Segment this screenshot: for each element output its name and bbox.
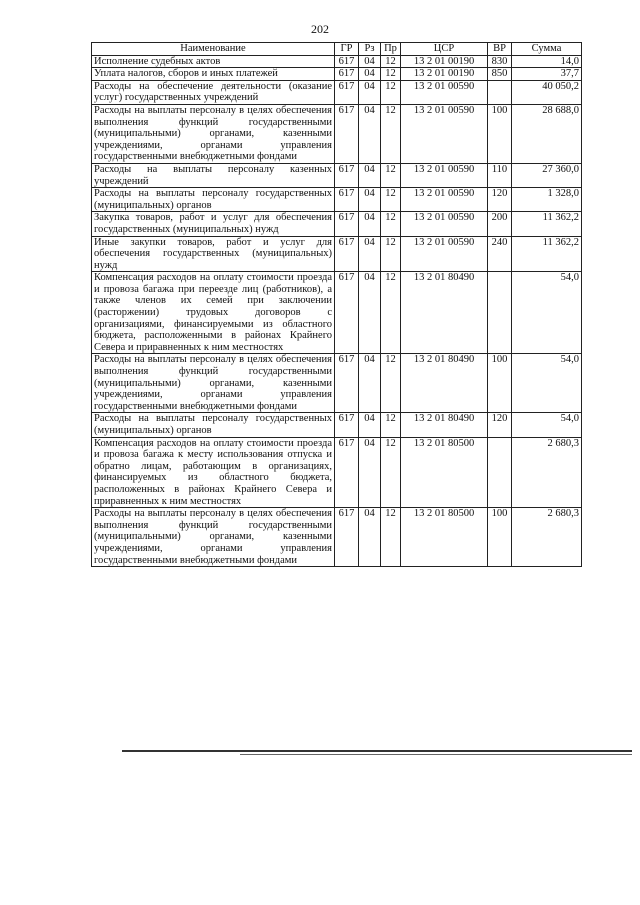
row-name: Компенсация расходов на оплату стоимости проезда и провоза багажа к месту использования отпуска и обратно лицам, работающим в организациях, финансируемых из областного бюджета, расположенных в районах Крайнего Севера и приравненных к ним местностях xyxy=(92,437,335,508)
row-sum: 54,0 xyxy=(512,272,582,354)
row-name: Расходы на выплаты персоналу казенных учреждений xyxy=(92,163,335,187)
row-pr: 12 xyxy=(381,508,401,567)
page-number: 202 xyxy=(311,22,329,36)
row-vr: 100 xyxy=(488,508,512,567)
row-csr: 13 2 01 00590 xyxy=(401,163,488,187)
row-csr: 13 2 01 80490 xyxy=(401,413,488,437)
row-name: Расходы на выплаты персоналу государственных (муниципальных) органов xyxy=(92,413,335,437)
row-csr: 13 2 01 80500 xyxy=(401,508,488,567)
row-gr: 617 xyxy=(335,104,359,163)
row-name: Расходы на выплаты персоналу в целях обеспечения выполнения функций государственными (муниципальными) органами, казенными учреждениями, органами управления государственными внебюджетными фондами xyxy=(92,104,335,163)
row-gr: 617 xyxy=(335,68,359,81)
row-gr: 617 xyxy=(335,354,359,413)
row-pr: 12 xyxy=(381,354,401,413)
row-name: Расходы на обеспечение деятельности (оказание услуг) государственных учреждений xyxy=(92,80,335,104)
table-row xyxy=(92,354,582,413)
row-csr: 13 2 01 80500 xyxy=(401,437,488,508)
row-sum: 2 680,3 xyxy=(512,508,582,567)
table-row xyxy=(92,272,582,354)
row-sum: 11 362,2 xyxy=(512,212,582,236)
row-rz: 04 xyxy=(359,80,381,104)
row-gr: 617 xyxy=(335,413,359,437)
row-sum: 11 362,2 xyxy=(512,236,582,272)
table-row xyxy=(92,508,582,567)
header-vr: ВР xyxy=(488,43,512,56)
row-pr: 12 xyxy=(381,413,401,437)
row-sum: 1 328,0 xyxy=(512,188,582,212)
row-rz: 04 xyxy=(359,212,381,236)
row-rz: 04 xyxy=(359,413,381,437)
row-gr: 617 xyxy=(335,80,359,104)
row-sum: 54,0 xyxy=(512,413,582,437)
row-name: Расходы на выплаты персоналу в целях обеспечения выполнения функций государственными (муниципальными) органами, казенными учреждениями, органами управления государственными внебюджетными фондами xyxy=(92,354,335,413)
row-gr: 617 xyxy=(335,188,359,212)
row-pr: 12 xyxy=(381,212,401,236)
table-row xyxy=(92,68,582,81)
row-csr: 13 2 01 80490 xyxy=(401,354,488,413)
footer-rule-secondary xyxy=(240,754,632,755)
row-pr: 12 xyxy=(381,55,401,68)
header-gr: ГР xyxy=(335,43,359,56)
row-csr: 13 2 01 00590 xyxy=(401,104,488,163)
row-csr: 13 2 01 80490 xyxy=(401,272,488,354)
row-pr: 12 xyxy=(381,80,401,104)
row-gr: 617 xyxy=(335,272,359,354)
row-sum: 40 050,2 xyxy=(512,80,582,104)
row-rz: 04 xyxy=(359,272,381,354)
row-pr: 12 xyxy=(381,272,401,354)
row-pr: 12 xyxy=(381,68,401,81)
row-gr: 617 xyxy=(335,508,359,567)
row-name: Компенсация расходов на оплату стоимости проезда и провоза багажа при переезде лиц (работников), а также членов их семей при заключении (расторжении) трудовых договоров с организациями, финансируемыми из областного бюджета, расположенными в районах Крайнего Севера и приравненных к ним местностях xyxy=(92,272,335,354)
row-sum: 2 680,3 xyxy=(512,437,582,508)
row-pr: 12 xyxy=(381,437,401,508)
row-sum: 28 688,0 xyxy=(512,104,582,163)
row-gr: 617 xyxy=(335,212,359,236)
row-name: Расходы на выплаты персоналу в целях обеспечения выполнения функций государственными (муниципальными) органами, казенными учреждениями, органами управления государственными внебюджетными фондами xyxy=(92,508,335,567)
row-name: Исполнение судебных актов xyxy=(92,55,335,68)
row-csr: 13 2 01 00190 xyxy=(401,55,488,68)
row-vr: 120 xyxy=(488,188,512,212)
row-pr: 12 xyxy=(381,104,401,163)
row-gr: 617 xyxy=(335,55,359,68)
row-name: Уплата налогов, сборов и иных платежей xyxy=(92,68,335,81)
row-rz: 04 xyxy=(359,437,381,508)
row-pr: 12 xyxy=(381,163,401,187)
row-rz: 04 xyxy=(359,104,381,163)
row-name: Закупка товаров, работ и услуг для обеспечения государственных (муниципальных) нужд xyxy=(92,212,335,236)
table-row xyxy=(92,104,582,163)
row-vr: 100 xyxy=(488,354,512,413)
row-vr xyxy=(488,272,512,354)
header-pr: Пр xyxy=(381,43,401,56)
table-row xyxy=(92,236,582,272)
row-pr: 12 xyxy=(381,188,401,212)
row-rz: 04 xyxy=(359,55,381,68)
row-sum: 37,7 xyxy=(512,68,582,81)
table-header-row xyxy=(92,43,582,56)
row-vr: 120 xyxy=(488,413,512,437)
table-row xyxy=(92,413,582,437)
row-gr: 617 xyxy=(335,163,359,187)
row-csr: 13 2 01 00590 xyxy=(401,236,488,272)
row-vr: 240 xyxy=(488,236,512,272)
row-rz: 04 xyxy=(359,163,381,187)
row-csr: 13 2 01 00590 xyxy=(401,212,488,236)
row-vr: 200 xyxy=(488,212,512,236)
table-row xyxy=(92,188,582,212)
table-row xyxy=(92,212,582,236)
row-rz: 04 xyxy=(359,188,381,212)
header-rz: Рз xyxy=(359,43,381,56)
row-rz: 04 xyxy=(359,68,381,81)
row-name: Иные закупки товаров, работ и услуг для обеспечения государственных (муниципальных) нужд xyxy=(92,236,335,272)
table-row xyxy=(92,80,582,104)
row-sum: 54,0 xyxy=(512,354,582,413)
row-rz: 04 xyxy=(359,508,381,567)
row-vr: 100 xyxy=(488,104,512,163)
row-vr xyxy=(488,437,512,508)
row-vr xyxy=(488,80,512,104)
table-row xyxy=(92,55,582,68)
header-name: Наименование xyxy=(92,43,335,56)
row-rz: 04 xyxy=(359,236,381,272)
row-gr: 617 xyxy=(335,437,359,508)
row-csr: 13 2 01 00590 xyxy=(401,188,488,212)
row-rz: 04 xyxy=(359,354,381,413)
row-sum: 14,0 xyxy=(512,55,582,68)
row-gr: 617 xyxy=(335,236,359,272)
row-csr: 13 2 01 00190 xyxy=(401,68,488,81)
header-csr: ЦСР xyxy=(401,43,488,56)
table-row xyxy=(92,437,582,508)
row-vr: 110 xyxy=(488,163,512,187)
table-row xyxy=(92,163,582,187)
row-vr: 830 xyxy=(488,55,512,68)
row-sum: 27 360,0 xyxy=(512,163,582,187)
budget-table xyxy=(91,42,582,567)
row-csr: 13 2 01 00590 xyxy=(401,80,488,104)
footer-rule xyxy=(122,750,632,752)
row-vr: 850 xyxy=(488,68,512,81)
row-name: Расходы на выплаты персоналу государственных (муниципальных) органов xyxy=(92,188,335,212)
header-sum: Сумма xyxy=(512,43,582,56)
row-pr: 12 xyxy=(381,236,401,272)
